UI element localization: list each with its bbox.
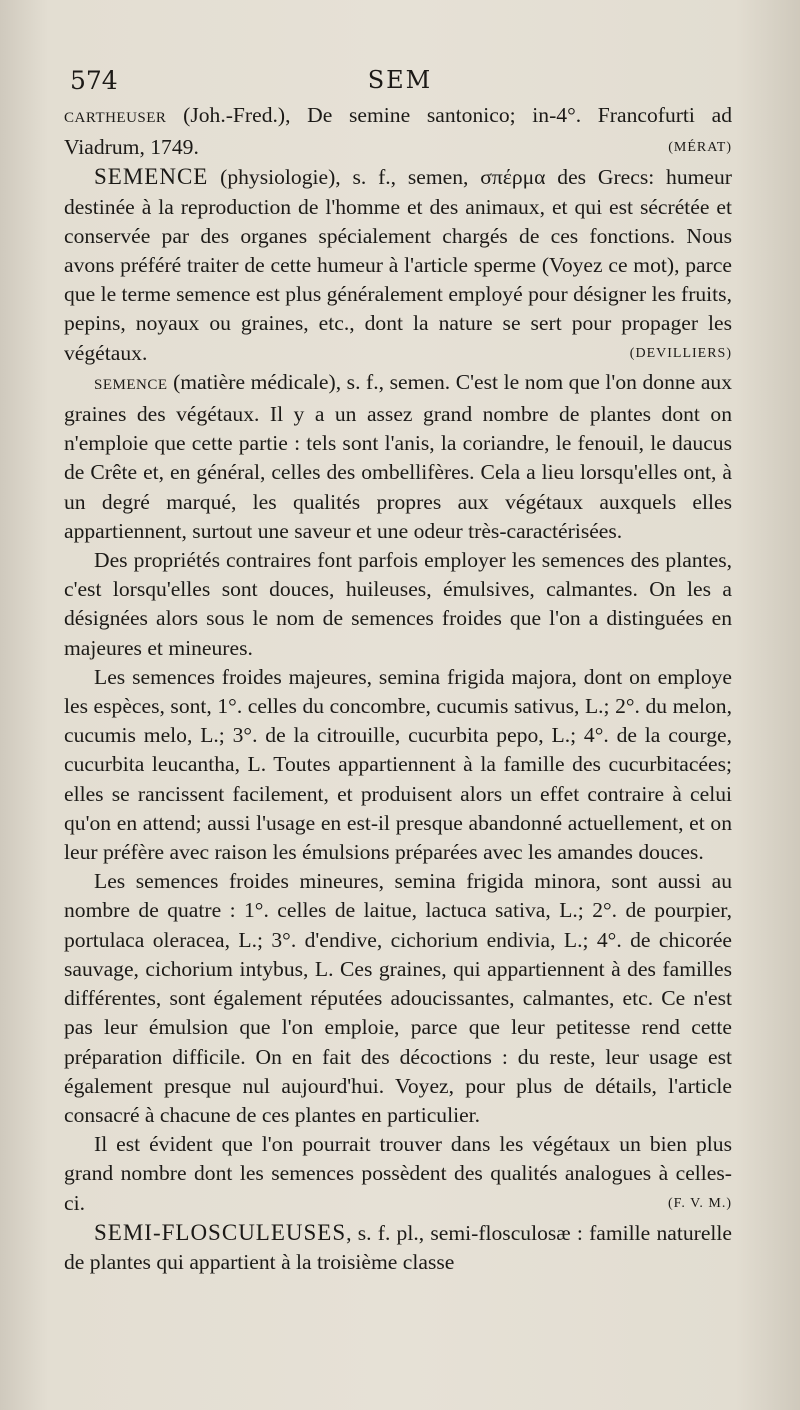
entry-semi-flosculeuses: [64, 1218, 732, 1277]
entry-text: Il est évident que l'on pourrait trouver dans les végétaux un bien plus grand nombre dont les semences possèdent des qualités analogues à celles-ci.: [64, 1132, 732, 1215]
signature: (MÉRAT): [668, 140, 732, 156]
running-title: SEM: [367, 66, 433, 94]
entry-text: (Joh.-Fred.), De semine santonico; in-4°. Francofurti ad Viadrum, 1749.: [64, 103, 732, 160]
headword: SEMENCE: [94, 376, 168, 393]
entry-semence-matiere-medicale: [64, 368, 732, 546]
entry-text: (physiologie), s. f., semen, σπέρμα des Grecs: humeur destinée à la reproduction de l'homme et des animaux, et qui est sécrétée et conservée par des organes spécialement chargés de ces fonctions. Nous avons préféré traiter de cette humeur à l'article sperme (Voyez ce mot), parce que le terme semence est plus généralement employé pour désigner les fruits, pepins, noyaux ou graines, etc., dont la nature se sert pour propager les végétaux.: [64, 165, 732, 365]
signature: (DEVILLIERS): [629, 345, 732, 361]
entry-cartheuser: [64, 101, 732, 162]
paragraph: Les semences froides mineures, semina frigida minora, sont aussi au nombre de quatre : 1°. celles de laitue, lactuca sativa, L.; 2°. de pourpier, portulaca oleracea, L.; 3°. d'endive, cichorium endivia, L.; 4°. de chicorée sauvage, cichorium intybus, L. Ces graines, qui appartiennent à des familles différentes, sont également réputées adoucissantes, calmantes, etc. Ce n'est pas leur émulsion que l'on emploie, parce que leur petitesse rend cette préparation difficile. On en fait des décoctions : du reste, leur usage est également presque nul aujourd'hui. Voyez, pour plus de détails, l'article consacré à chacune de ces plantes en particulier.: [64, 869, 732, 1127]
headword: SEMI-FLOSCULEUSES: [94, 1219, 347, 1245]
entry-semence-physiologie: [64, 162, 732, 367]
entry-text: , s. f. pl., semi-flosculosæ : famille naturelle de plantes qui appartient à la troisième classe: [64, 1220, 732, 1274]
page-body: [64, 101, 732, 1277]
signature: (F. V. M.): [668, 1195, 732, 1211]
paragraph: Les semences froides majeures, semina frigida majora, dont on employe les espèces, sont, 1°. celles du concombre, cucumis sativus, L.; 2°. du melon, cucumis melo, L.; 3°. de la citrouille, cucurbita pepo, L.; 4°. de la courge, cucurbita leucantha, L. Toutes appartiennent à la famille des cucurbitacées; elles se rancissent facilement, et produisent alors un effet contraire à celui qu'on en attend; aussi l'usage en est-il presque abandonné actuellement, et on leur préfère avec raison les émulsions préparées avec les amandes douces.: [64, 664, 732, 865]
page-header: [70, 66, 730, 100]
headword: SEMENCE: [94, 164, 209, 190]
author-name: CARTHEUSER: [64, 110, 167, 126]
paragraph: Des propriétés contraires font parfois employer les semences des plantes, c'est lorsqu'elles sont douces, huileuses, émulsives, calmantes. On les a désignées alors sous le nom de semences froides que l'on a distinguées en majeures et mineures.: [64, 548, 732, 660]
entry-text: (matière médicale), s. f., semen. C'est le nom que l'on donne aux graines des végétaux. Il y a un assez grand nombre de plantes dont on n'emploie que cette partie : tels sont l'anis, la coriandre, le fenouil, le daucus de Crête et, en général, celles des ombellifères. Cela a lieu lorsqu'elles ont, à un degré marqué, les qualités propres aux végétaux auxquels elles appartiennent, surtout une saveur et une odeur très-caractérisées.: [64, 369, 732, 543]
paragraph-final: [64, 1130, 732, 1218]
page-number: 574: [70, 66, 118, 95]
